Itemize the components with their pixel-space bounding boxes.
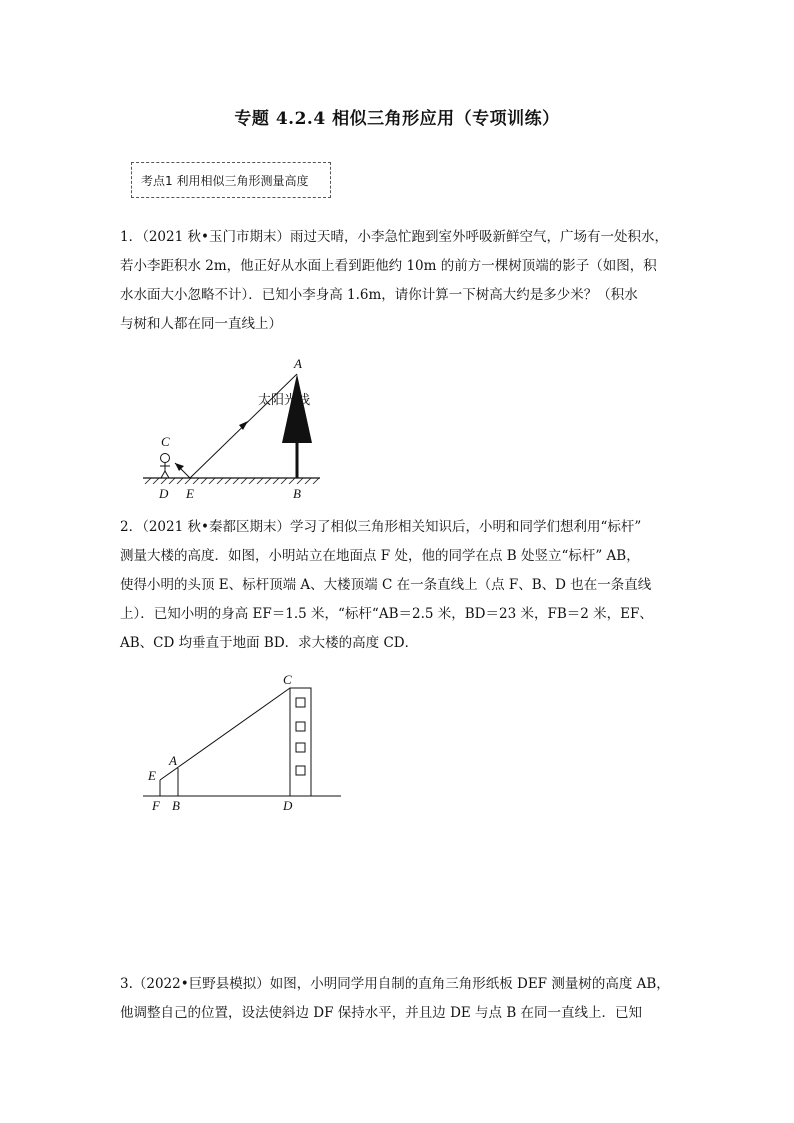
point-label-b: B [172, 798, 180, 813]
ground-hatch [143, 478, 320, 484]
q2-line-3: 使得小明的头顶 E、标杆顶端 A、大楼顶端 C 在一条直线上（点 F、B、D 也在一条直线 [120, 577, 652, 593]
q2-line-5: AB、CD 均垂直于地面 BD．求大楼的高度 CD． [120, 635, 419, 651]
question-1-text [120, 223, 680, 339]
person-icon [160, 454, 170, 479]
q3-line-2: 他调整自己的位置，设法使斜边 DF 保持水平，并且边 DE 与点 B 在同一直线上．已知 [120, 1005, 643, 1021]
question-2-text [120, 513, 680, 658]
point-label-a: A [169, 753, 177, 768]
point-label-c: C [161, 434, 170, 449]
point-label-a: A [294, 356, 302, 371]
section-label: 考点1 利用相似三角形测量高度 [141, 174, 309, 188]
point-label-b: B [293, 486, 301, 501]
point-label-d: D [283, 798, 293, 813]
q2-line-1: 2．（2021 秋•秦都区期末）学习了相似三角形相关知识后，小明和同学们想利用“标杆” [120, 519, 642, 535]
q1-line-2: 若小李距积水 2m，他正好从水面上看到距他约 10m 的前方一棵树顶端的影子（如图，积 [120, 258, 657, 274]
q2-line-2: 测量大楼的高度．如图，小明站立在地面点 F 处，他的同学在点 B 处竖立“标杆” AB， [120, 548, 640, 564]
question-3-text [120, 970, 680, 1028]
point-label-e: E [186, 486, 194, 501]
figure-2-building-pole [138, 670, 348, 815]
point-label-d: D [159, 486, 169, 501]
section-tag [131, 162, 331, 198]
sight-line [160, 688, 290, 780]
point-label-f: F [152, 798, 160, 813]
q1-line-4: 与树和人都在同一直线上） [120, 316, 282, 332]
figure-1-tree-puddle [135, 350, 335, 505]
q1-line-3: 水水面大小忽略不计）．已知小李身高 1.6m，请你计算一下树高大约是多少米？（积水 [120, 287, 638, 303]
q3-line-1: 3.（2022•巨野县模拟）如图，小明同学用自制的直角三角形纸板 DEF 测量树的高度 AB， [120, 976, 670, 992]
q1-line-1: 1．（2021 秋•玉门市期末）雨过天晴，小李急忙跑到室外呼吸新鲜空气，广场有一处积水， [120, 229, 668, 245]
point-label-c: C [283, 672, 292, 687]
building-icon [290, 688, 311, 796]
sun-ray-label: 太阳光线 [258, 393, 311, 408]
point-label-e: E [148, 768, 156, 783]
reflection-arrow-icon [175, 463, 184, 471]
page-title: 专题 4.2.4 相似三角形应用（专项训练） [234, 109, 560, 129]
tree-icon [282, 374, 312, 478]
q2-line-4: 上）．已知小明的身高 EF＝1.5 米，“标杆“AB＝2.5 米，BD＝23 米，FB＝2 米，EF、 [120, 606, 653, 622]
